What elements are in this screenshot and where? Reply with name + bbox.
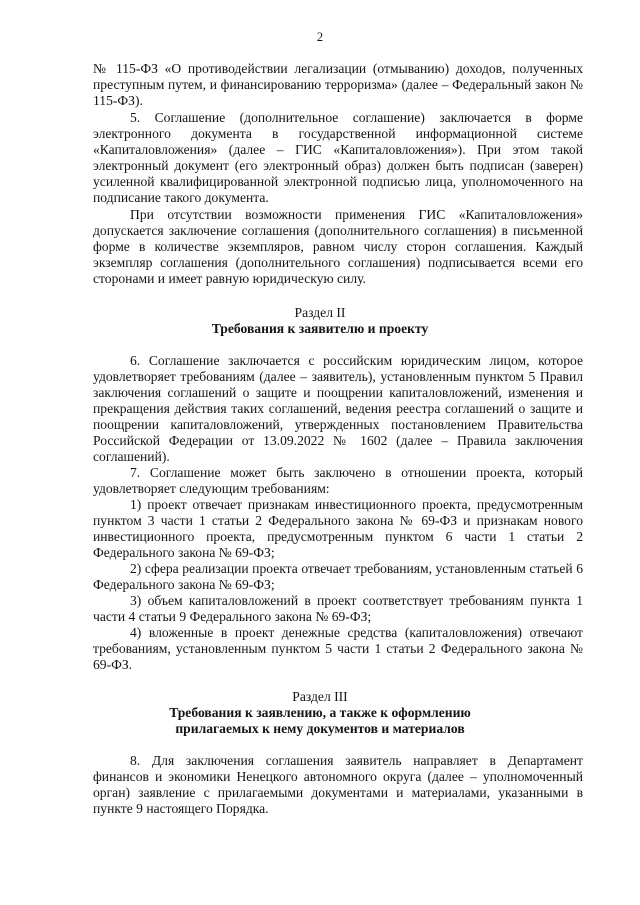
paragraph-7-item-2: 2) сфера реализации проекта отвечает требованиям, установленным статьей 6 Федерального закона № 69-ФЗ; bbox=[93, 561, 583, 592]
paragraph-5-alt: При отсутствии возможности применения ГИС «Капиталовложения» допускается заключение соглашения (дополнительного соглашения) в письменной форме в количестве экземпляров, равном числу сторон соглашения. Каждый экземпляр соглашения (дополнительного соглашения) подписывается всеми его сторонами и имеет равную юридическую силу. bbox=[93, 207, 583, 286]
paragraph-7: 7. Соглашение может быть заключено в отношении проекта, который удовлетворяет следующим требованиям: bbox=[93, 465, 583, 496]
paragraph-7-item-4: 4) вложенные в проект денежные средства (капиталовложения) отвечают требованиям, установленным пунктом 5 части 1 статьи 2 Федерального закона № 69-ФЗ. bbox=[93, 625, 583, 672]
section-2-label: Раздел II bbox=[294, 305, 346, 320]
page-number: 2 bbox=[316, 30, 324, 44]
paragraph-5: 5. Соглашение (дополнительное соглашение) заключается в форме электронного документа в государственной информационной системе «Капиталовложения» (далее – ГИС «Капиталовложения»). При этом такой электронный документ (его электронный образ) должен быть подписан (заверен) усиленной квалифицированной электронной подписью лица, уполномоченного на подписание такого документа. bbox=[93, 110, 583, 205]
section-3-label: Раздел III bbox=[292, 689, 348, 704]
paragraph-continuation: № 115-ФЗ «О противодействии легализации (отмыванию) доходов, полученных преступным путем, и финансированию терроризма» (далее – Федеральный закон № 115-ФЗ). bbox=[93, 61, 583, 108]
section-2-title: Требования к заявителю и проекту bbox=[211, 321, 429, 336]
paragraph-6: 6. Соглашение заключается с российским юридическим лицом, которое удовлетворяет требованиям (далее – заявитель), установленным пунктом 5 Правил заключения соглашений о защите и поощрении капиталовложений, изменения и прекращения действия таких соглашений, ведения реестра соглашений о защите и поощрении капиталовложений, утвержденных постановлением Правительства Российской Федерации от 13.09.2022 № 1602 (далее – Правила заключения соглашений). bbox=[93, 353, 583, 464]
paragraph-7-item-3: 3) объем капиталовложений в проект соответствует требованиям пункта 1 части 4 статьи 9 Федерального закона № 69-ФЗ; bbox=[93, 593, 583, 624]
paragraph-8: 8. Для заключения соглашения заявитель направляет в Департамент финансов и экономики Ненецкого автономного округа (далее – уполномоченный орган) заявление с прилагаемыми документами и материалами, указанными в пункте 9 настоящего Порядка. bbox=[93, 753, 583, 816]
paragraph-7-item-1: 1) проект отвечает признакам инвестиционного проекта, предусмотренным пунктом 3 части 1 статьи 2 Федерального закона № 69-ФЗ и признакам нового инвестиционного проекта, предусмотренным пунктом 6 части 1 статьи 2 Федерального закона № 69-ФЗ; bbox=[93, 497, 583, 560]
section-3-title-line-1: Требования к заявлению, а также к оформлению bbox=[169, 705, 471, 720]
section-3-title-line-2: прилагаемых к нему документов и материалов bbox=[175, 721, 465, 736]
